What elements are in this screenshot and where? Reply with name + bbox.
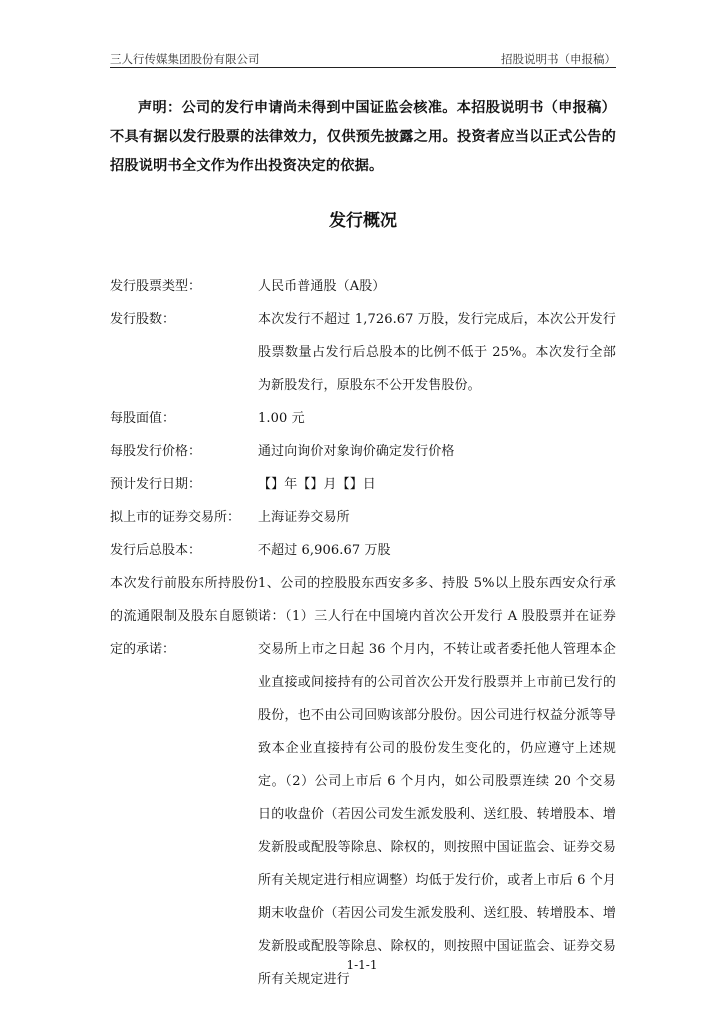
- summary-value: 上海证券交易所: [258, 510, 350, 525]
- summary-row-issue-price: [110, 435, 616, 468]
- summary-label: 预计发行日期：: [110, 477, 202, 492]
- summary-value: 人民币普通股（A股）: [258, 279, 386, 294]
- summary-value: 1.00 元: [258, 411, 305, 426]
- header-company: 三人行传媒集团股份有限公司: [110, 54, 260, 66]
- summary-row-par-value: [110, 402, 616, 435]
- summary-value: 本次发行不超过 1,726.67 万股，发行完成后，本次公开发行股票数量占发行后总股本的比例不低于 25%。本次发行全部为新股发行，原股东不公开发售股份。: [258, 312, 616, 393]
- issuance-summary: [110, 270, 616, 996]
- section-title: 发行概况: [329, 211, 397, 231]
- summary-label: 每股发行价格：: [110, 444, 202, 459]
- summary-value: 不超过 6,906.67 万股: [258, 543, 391, 558]
- summary-row-share-count: [110, 303, 616, 402]
- summary-value: 【】年【】月【】日: [258, 477, 376, 492]
- summary-row-lockup-commitment: [110, 567, 616, 996]
- summary-value: 1、公司的控股股东西安多多、持股 5%以上股东西安众行承诺：（1）三人行在中国境内首次公开发行 A 股股票并在证券交易所上市之日起 36 个月内，不转让或者委托他人管理本企业直接或间接持有的公司首次公开发行股票并上市前已发行的股份，也不由公司回购该部分股份。因公司进行权益分派等导致本企业直接持有公司的股份发生变化的，仍应遵守上述规定。（2）公司上市后 6 个月内，如公司股票连续 20 个交易日的收盘价（若因公司发生派发股利、送红股、转增股本、增发新股或配股等除息、除权的，则按照中国证监会、证券交易所有关规定进行相应调整）均低于发行价，或者上市后 6 个月期末收盘价（若因公司发生派发股利、送红股、转增股本、增发新股或配股等除息、除权的，则按照中国证监会、证券交易所有关规定进行: [258, 576, 616, 987]
- summary-value: 通过向询价对象询价确定发行价格: [258, 444, 455, 459]
- summary-label: 发行股票类型：: [110, 279, 202, 294]
- summary-label: 每股面值：: [110, 411, 176, 426]
- header-document-title: 招股说明书（申报稿）: [501, 54, 616, 66]
- page-number: 1-1-1: [346, 958, 378, 972]
- disclaimer-statement: 声明：公司的发行申请尚未得到中国证监会核准。本招股说明书（申报稿）不具有据以发行股票的法律效力，仅供预先披露之用。投资者应当以正式公告的招股说明书全文作为作出投资决定的依据。: [110, 100, 616, 174]
- summary-row-exchange: [110, 501, 616, 534]
- summary-label: 发行股数：: [110, 312, 176, 327]
- page-header: [110, 49, 616, 68]
- summary-row-stock-type: [110, 270, 616, 303]
- summary-row-total-shares: [110, 534, 616, 567]
- summary-label: 发行后总股本：: [110, 543, 202, 558]
- summary-label: 拟上市的证券交易所：: [110, 510, 241, 525]
- summary-label: 本次发行前股东所持股份的流通限制及股东自愿锁定的承诺：: [110, 576, 258, 657]
- summary-row-issue-date: [110, 468, 616, 501]
